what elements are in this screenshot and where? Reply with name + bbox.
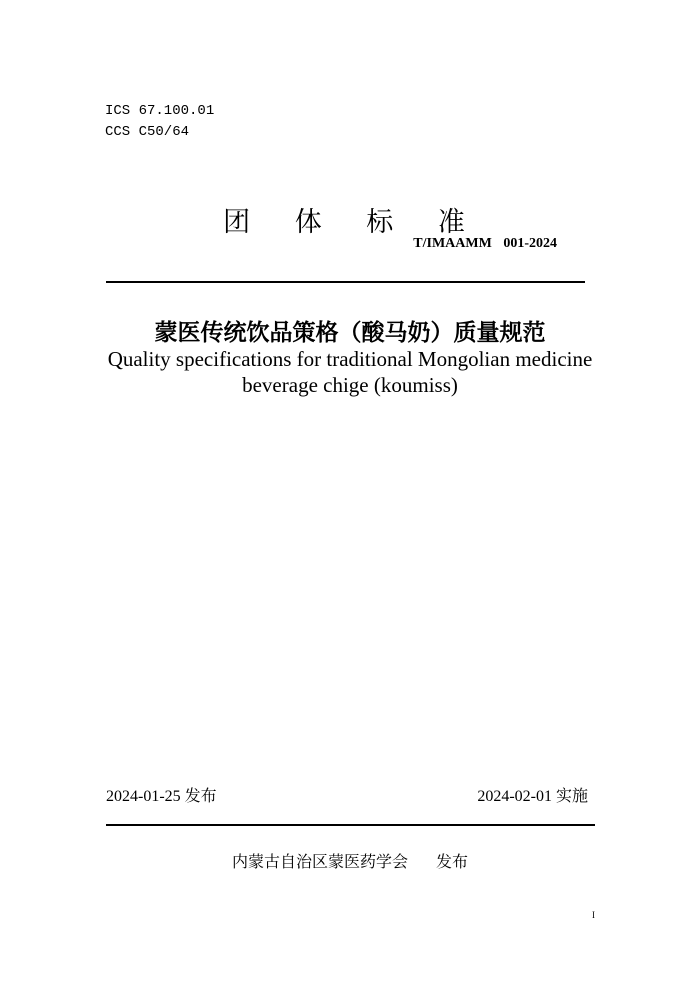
implement-date: 2024-02-01 实施	[477, 788, 588, 805]
page-number: I	[592, 910, 595, 920]
english-title-line-2: beverage chige (koumiss)	[242, 373, 458, 397]
top-divider	[106, 281, 585, 283]
english-title	[0, 346, 700, 398]
issuer-action: 发布	[436, 854, 469, 871]
chinese-title: 蒙医传统饮品策格（酸马奶）质量规范	[154, 320, 546, 346]
bottom-divider	[106, 824, 595, 826]
standard-code: T/IMAAMM 001-2024	[413, 236, 557, 251]
ccs-code: CCS C50/64	[105, 124, 190, 140]
ics-code: ICS 67.100.01	[105, 103, 215, 119]
standard-type: 团 体 标 准	[223, 207, 483, 238]
issuer-line	[0, 849, 700, 872]
classification-block	[105, 101, 214, 143]
issuer-name: 内蒙古自治区蒙医药学会	[231, 854, 408, 871]
publish-date: 2024-01-25 发布	[106, 788, 217, 805]
english-title-line-1: Quality specifications for traditional Mongolian medicine	[107, 347, 593, 371]
